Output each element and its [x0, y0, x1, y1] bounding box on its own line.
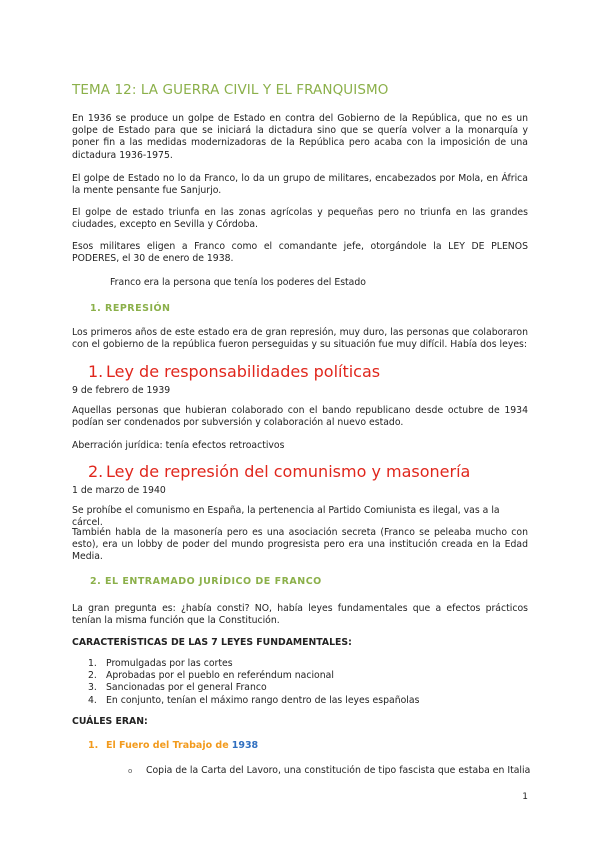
page-number: 1: [522, 792, 528, 802]
paragraph-triunfo: [72, 207, 528, 231]
heading-caracteristicas: [72, 637, 528, 649]
list-number: 1.: [88, 658, 97, 669]
law-item-responsabilidades: [88, 362, 380, 381]
paragraph-plenos-poderes: [72, 241, 528, 265]
list-item: [88, 670, 419, 682]
list-item-text: Aprobadas por el pueblo en referéndum nacional: [106, 670, 334, 682]
date-1940: [72, 485, 528, 497]
list-number: 2.: [88, 670, 97, 682]
paragraph-text: El golpe de estado triunfa en las zonas agrícolas y pequeñas pero no triunfa en las grandes ciudades, excepto en Sevilla y Córdoba.: [72, 207, 528, 231]
list-item-text: Promulgadas por las cortes: [106, 658, 233, 669]
list-number: 3.: [88, 682, 97, 694]
date-1939: [72, 385, 528, 397]
paragraph-text: 1 de marzo de 1940: [72, 485, 166, 496]
fuero-title: El Fuero del Trabajo de: [106, 740, 229, 751]
fuero-year: 1938: [231, 740, 259, 751]
law-title: Ley de responsabilidades políticas: [106, 362, 381, 381]
section-heading-represion: 1. REPRESIÓN: [90, 303, 171, 314]
paragraph-text: Esos militares eligen a Franco como el comandante jefe, otorgándole la LEY DE PLENOS PODERES, el 30 de enero de 1938.: [72, 241, 528, 265]
list-number: 2.: [88, 462, 104, 481]
paragraph-aberracion: [72, 440, 528, 452]
list-number: 1.: [88, 740, 99, 751]
paragraph-text: Franco era la persona que tenía los poderes del Estado: [110, 277, 366, 288]
fuero-item: [88, 740, 258, 751]
paragraph-text: 9 de febrero de 1939: [72, 385, 171, 396]
law-item-comunismo: [88, 462, 470, 481]
paragraph-text: En 1936 se produce un golpe de Estado en contra del Gobierno de la República, que no es un golpe de Estado para que se iniciará la dictadura sino que se quería volver a la monarquía y poner fin a las medidas modernizadoras de la República pero acaba con la imposición de una dictadura 1936-1975.: [72, 113, 528, 161]
section-heading-entramado: 2. EL ENTRAMADO JURÍDICO DE FRANCO: [90, 576, 322, 587]
paragraph-text: La gran pregunta es: ¿había consti? NO, había leyes fundamentales que a efectos prácticos tenían la misma función que la Constitución.: [72, 603, 528, 627]
paragraph-golpe: [72, 173, 528, 197]
paragraph-intro: [72, 113, 528, 162]
list-item: [88, 695, 419, 707]
list-number: 1.: [88, 362, 104, 381]
heading-cuales: [72, 716, 528, 728]
heading-text: CUÁLES ERAN:: [72, 716, 148, 727]
paragraph-text: El golpe de Estado no lo da Franco, lo da un grupo de militares, encabezados por Mola, en África la mente pensante fue Sanjurjo.: [72, 173, 528, 197]
heading-text: CARACTERÍSTICAS DE LAS 7 LEYES FUNDAMENTALES:: [72, 637, 352, 648]
paragraph-franco-poderes: [110, 277, 530, 289]
paragraph-prohibe: [72, 505, 528, 529]
paragraph-masoneria: [72, 527, 528, 564]
subitem-text: Copia de la Carta del Lavoro, una constitución de tipo fascista que estaba en Italia: [146, 765, 531, 776]
list-item: [88, 658, 419, 670]
paragraph-text: También habla de la masonería pero es una asociación secreta (Franco se peleaba mucho con esto), era un lobby de poder del mundo progresista pero era una institución creada en la Edad Media.: [72, 527, 528, 563]
list-item-text: Sancionadas por el general Franco: [106, 682, 267, 694]
paragraph-condenados: [72, 405, 528, 429]
paragraph-text: Se prohíbe el comunismo en España, la pertenencia al Partido Comiunista es ilegal, vas a la cárcel.: [72, 505, 500, 529]
page-title: TEMA 12: LA GUERRA CIVIL Y EL FRANQUISMO: [72, 82, 389, 98]
characteristics-list: [88, 658, 419, 707]
paragraph-represion: [72, 327, 528, 351]
paragraph-text: Aberración jurídica: tenía efectos retroactivos: [72, 440, 285, 451]
law-title: Ley de represión del comunismo y masonería: [106, 462, 471, 481]
paragraph-constitucion: [72, 603, 528, 627]
list-item-text: En conjunto, tenían el máximo rango dentro de las leyes españolas: [106, 694, 420, 706]
list-number: 4.: [88, 694, 97, 706]
list-item: [88, 682, 419, 694]
paragraph-text: Aquellas personas que hubieran colaborado con el bando republicano desde octubre de 1934 podían ser condenados por subversión y colaboración al nuevo estado.: [72, 405, 528, 429]
paragraph-text: Los primeros años de este estado era de gran represión, muy duro, las personas que colaboraron con el gobierno de la república fueron perseguidas y su situación fue muy difícil. Había dos leyes:: [72, 327, 528, 351]
fuero-subitem: [128, 765, 530, 776]
circle-bullet-icon: o: [128, 767, 133, 775]
